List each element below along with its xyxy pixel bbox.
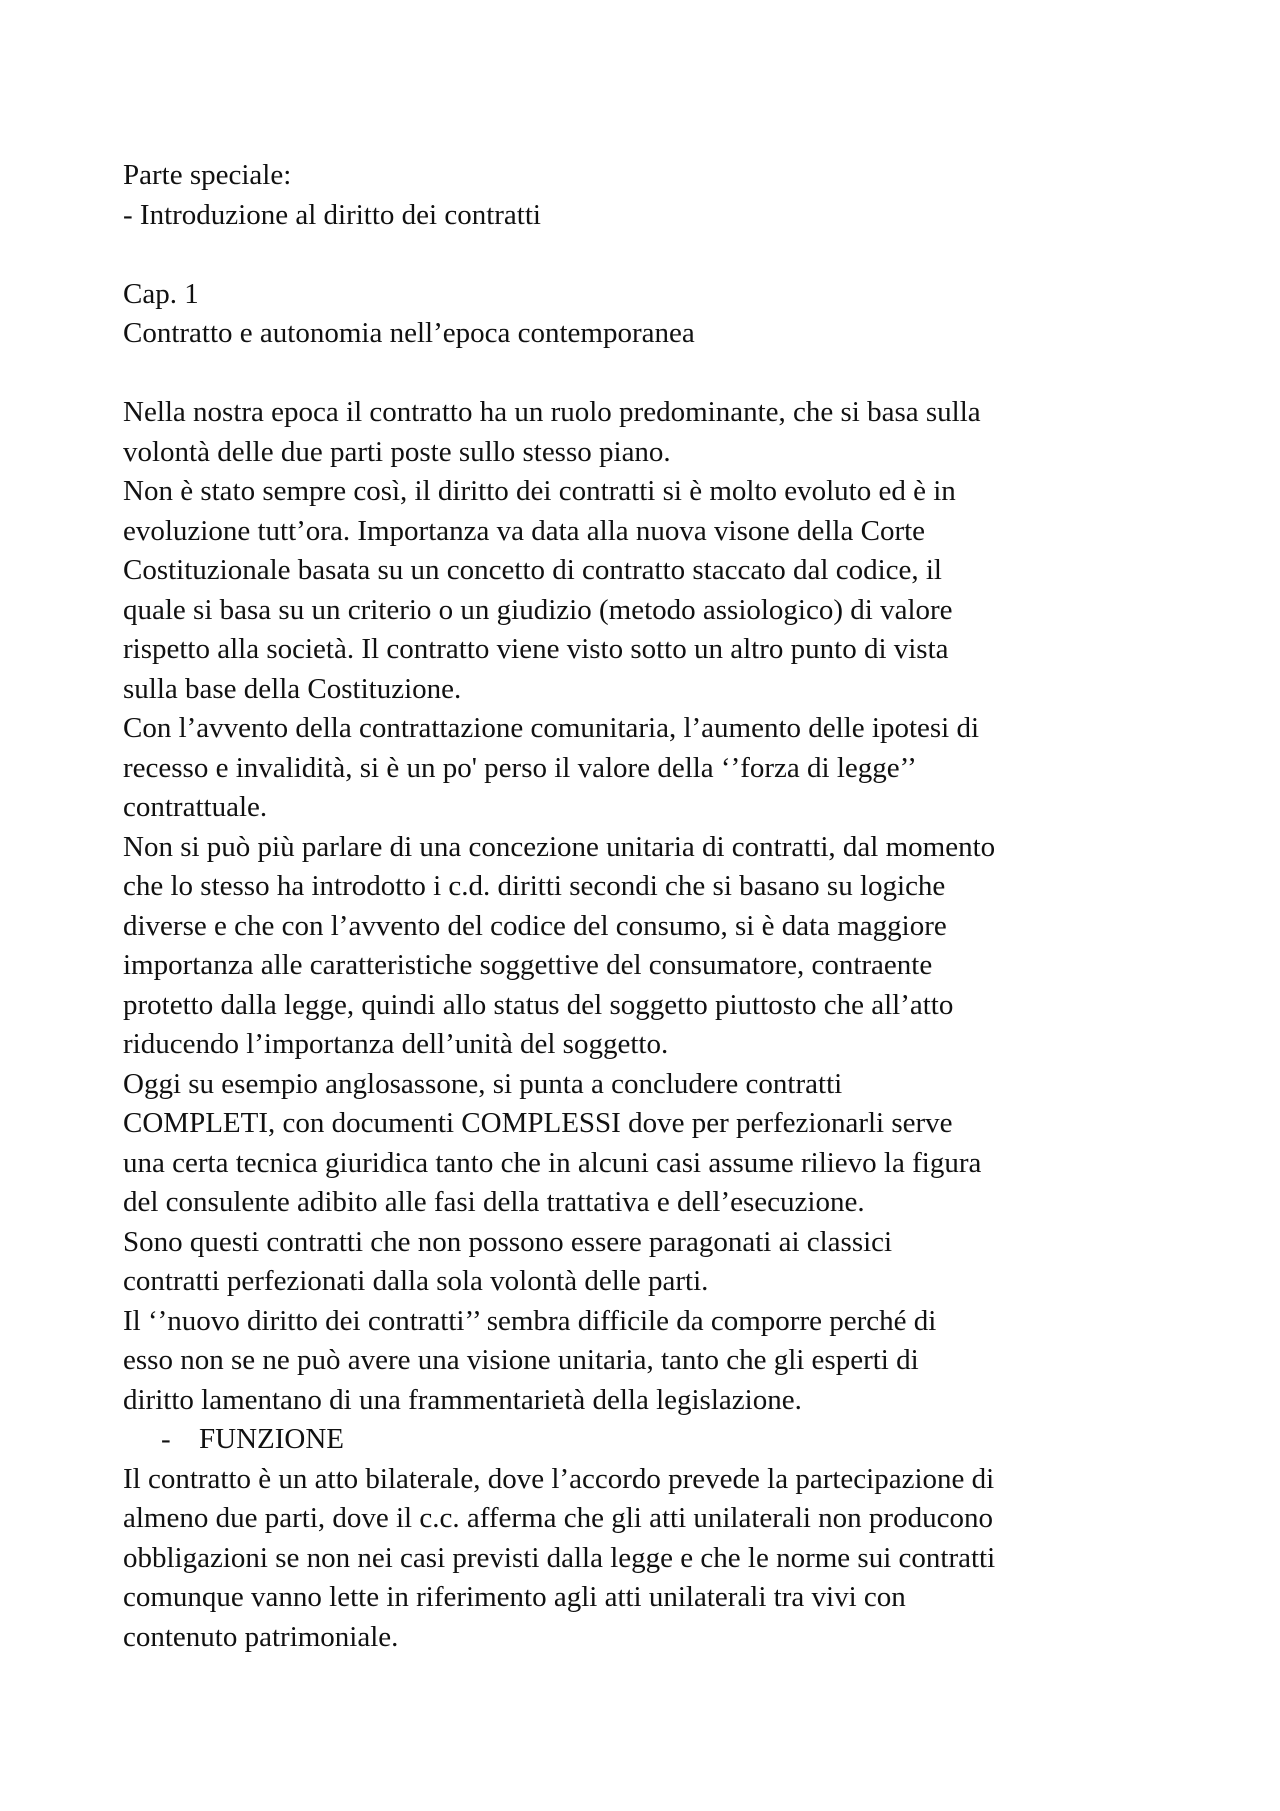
body-line: diverse e che con l’avvento del codice del consumo, si è data maggiore xyxy=(123,909,947,942)
body-line: contenuto patrimoniale. xyxy=(123,1620,399,1653)
body-line: esso non se ne può avere una visione unitaria, tanto che gli esperti di xyxy=(123,1344,919,1376)
list-item-funzione xyxy=(123,1420,1173,1460)
body-line: recesso e invalidità, si è un po' perso il valore della ‘’forza di legge’’ xyxy=(123,751,917,784)
body-line: importanza alle caratteristiche soggettive del consumatore, contraente xyxy=(123,949,933,981)
body-line: contrattuale. xyxy=(123,791,268,823)
list-item-label: FUNZIONE xyxy=(199,1423,344,1455)
body-text-part2 xyxy=(123,1460,1173,1658)
body-line: Il contratto è un atto bilaterale, dove l’accordo prevede la partecipazione di xyxy=(123,1462,995,1495)
body-line: Non si può più parlare di una concezione unitaria di contratti, dal momento xyxy=(123,830,996,863)
body-line: una certa tecnica giuridica tanto che in alcuni casi assume rilievo la figura xyxy=(123,1146,982,1179)
body-line: evoluzione tutt’ora. Importanza va data alla nuova visone della Corte xyxy=(123,514,926,547)
body-line: Nella nostra epoca il contratto ha un ruolo predominante, che si basa sulla xyxy=(123,396,981,428)
section-label: Parte speciale: xyxy=(123,159,292,191)
body-line: almeno due parti, dove il c.c. afferma che gli atti unilaterali non producono xyxy=(123,1502,993,1534)
chapter-title: Contratto e autonomia nell’epoca contemporanea xyxy=(123,317,695,349)
body-line: volontà delle due parti poste sullo stesso piano. xyxy=(123,435,671,468)
list-dash: - xyxy=(161,1423,171,1455)
body-line: Il ‘’nuovo diritto dei contratti’’ sembra difficile da comporre perché di xyxy=(123,1304,937,1337)
body-line: Sono questi contratti che non possono essere paragonati ai classici xyxy=(123,1225,893,1258)
body-line: diritto lamentano di una frammentarietà della legislazione. xyxy=(123,1383,802,1416)
body-line: Non è stato sempre così, il diritto dei contratti si è molto evoluto ed è in xyxy=(123,475,956,507)
body-line: riducendo l’importanza dell’unità del soggetto. xyxy=(123,1028,669,1060)
blank-line xyxy=(123,235,1173,275)
body-line: comunque vanno lette in riferimento agli atti unilaterali tra vivi con xyxy=(123,1581,906,1613)
body-line: che lo stesso ha introdotto i c.d. diritti secondi che si basano su logiche xyxy=(123,870,946,902)
body-line: quale si basa su un criterio o un giudizio (metodo assiologico) di valore xyxy=(123,593,953,626)
body-line: obbligazioni se non nei casi previsti dalla legge e che le norme sui contratti xyxy=(123,1541,996,1574)
body-line: Con l’avvento della contrattazione comunitaria, l’aumento delle ipotesi di xyxy=(123,712,980,744)
body-line: COMPLETI, con documenti COMPLESSI dove per perfezionarli serve xyxy=(123,1107,953,1139)
body-line: protetto dalla legge, quindi allo status del soggetto piuttosto che all’atto xyxy=(123,988,954,1021)
body-line: Oggi su esempio anglosassone, si punta a concludere contratti xyxy=(123,1067,843,1100)
body-text-part1 xyxy=(123,393,1173,1420)
blank-line xyxy=(123,354,1173,394)
body-line: del consulente adibito alle fasi della trattativa e dell’esecuzione. xyxy=(123,1186,865,1218)
body-line: Costituzionale basata su un concetto di contratto staccato dal codice, il xyxy=(123,554,942,586)
body-line: sulla base della Costituzione. xyxy=(123,672,462,705)
body-line: rispetto alla società. Il contratto viene visto sotto un altro punto di vista xyxy=(123,633,949,665)
body-line: contratti perfezionati dalla sola volontà delle parti. xyxy=(123,1265,709,1297)
chapter-number: Cap. 1 xyxy=(123,277,199,310)
section-subtitle: - Introduzione al diritto dei contratti xyxy=(123,198,541,231)
document-content xyxy=(123,156,1173,1657)
